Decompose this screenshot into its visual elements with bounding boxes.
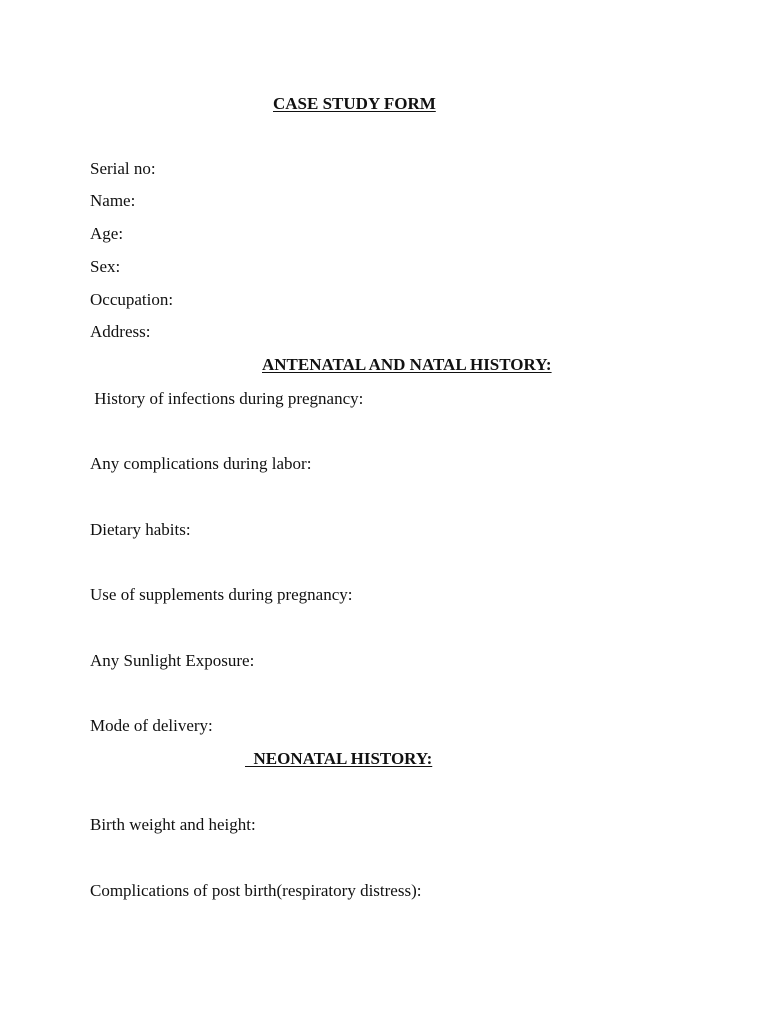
birth-weight-question: Birth weight and height: — [90, 815, 256, 834]
supplements-question: Use of supplements during pregnancy: — [90, 585, 353, 604]
dietary-habits-question: Dietary habits: — [90, 520, 191, 539]
antenatal-heading: ANTENATAL AND NATAL HISTORY: — [262, 355, 552, 374]
name-label: Name: — [90, 191, 136, 210]
serial-no-label: Serial no: — [90, 159, 156, 178]
sunlight-exposure-question: Any Sunlight Exposure: — [90, 651, 255, 670]
labor-complications-question: Any complications during labor: — [90, 454, 312, 473]
neonatal-heading: NEONATAL HISTORY: — [245, 749, 433, 768]
post-birth-complications-question: Complications of post birth(respiratory distress): — [90, 881, 422, 900]
mode-of-delivery-question: Mode of delivery: — [90, 716, 213, 735]
address-label: Address: — [90, 322, 151, 341]
occupation-label: Occupation: — [90, 290, 174, 309]
sex-label: Sex: — [90, 257, 121, 276]
infections-question: History of infections during pregnancy: — [90, 389, 364, 408]
form-title: CASE STUDY FORM — [273, 94, 436, 113]
age-label: Age: — [90, 224, 124, 243]
